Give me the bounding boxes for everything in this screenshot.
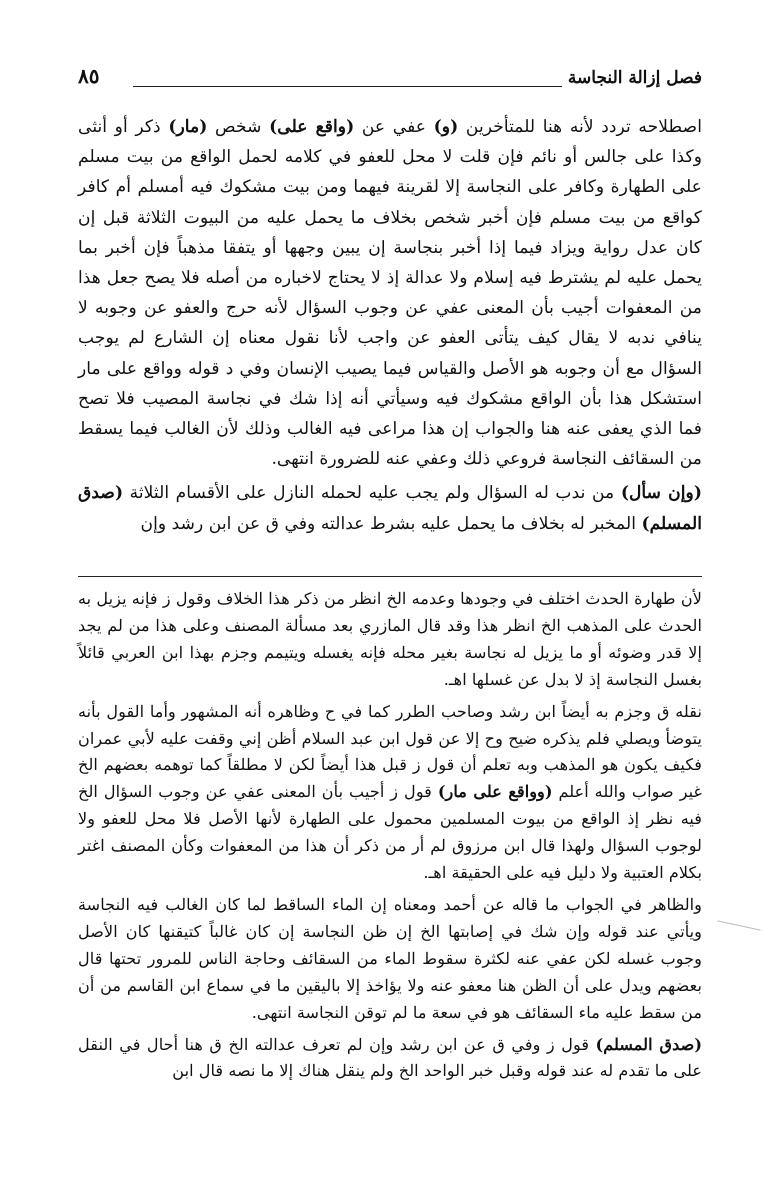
text-run: المخبر له بخلاف ما يحمل عليه بشرط عدالته وفي ق عن ابن رشد وإن [140,513,642,534]
text-run: قول ز أجيب بأن المعنى عفي عن وجوب السؤال الخ فيه نظر إذ الواقع من بيوت المسلمين محمول على الطهارة لأنها الأصل فلا محل للعفو ولا لوجوب السؤال ولهذا قال ابن مرزوق لم أر من ذكر أن هذا من المعفوات وكأن المصنف اغتر بكلام العتبية ولا دليل فيه على الحقيقة اهـ. [78,782,702,883]
note-paragraph: والظاهر في الجواب ما قاله عن أحمد ومعناه إن الماء الساقط لما كان الغالب فيه النجاسة ويأتي عند قوله وإن شك في إصابتها الخ إن ظن النجاسة إن كان غالباً كتيقنها كان الأصل وجوب غسله لكن عفي عنه لكثرة سقوط الماء من السقائف وحاجة الناس للمرور تحتها قال بعضهم ويدل على أن الظن هنا معفو عنه ولا يؤاخذ إلا باليقين ما في سماع ابن القاسم من أن من سقط عليه ماء السقائف هو في سعة ما لم توقن النجاسة انتهى. [78,894,702,1022]
running-header [78,62,702,98]
matn-term: (مار) [168,117,208,137]
matn-term: (صدق المسلم) [78,483,702,534]
text-run: من ندب له السؤال ولم يجب عليه لحمله النازل على الأقسام الثلاثة [123,483,621,504]
matn-term: (صدق المسلم) [595,1034,702,1054]
note-paragraph [78,699,702,887]
text-run: شخص [207,117,270,137]
main-paragraph [78,112,702,474]
footnote-separator [78,576,702,577]
header-rule [133,86,562,87]
matn-term: (واقع على) [269,117,355,137]
text-run: ذكر أو أنثى وكذا على جالس أو نائم فإن قلت لا محل للعفو في كلامه لحمل الواقع من بيت مسلم على الطهارة وكافر على النجاسة إلا لقرينة فيهما ومن بيت مشكوك فيه أمسلم أم كافر كواقع من بيت مسلم فإن أخبر شخص بخلاف ما يحمل عليه من البيوت الثلاثة قبل إن كان عدل رواية ويزاد فيما إذا أخبر بنجاسة إن يبين وجهها أو يتفقا مذهباً فإن أخبر بما يحمل عليه لم يشترط فيه إسلام ولا عدالة إذ لا يحتاج لاخباره من أصله فلا يصح جعل هذا من المعفوات أجيب بأن المعنى عفي عن وجوب السؤال لأنه حرج والعفو عن وجوبه لا ينافي ندبه لا يقال كيف يتأتى العفو عن واجب لأنا نقول معناه إن الشارع لم يوجب السؤال مع أن وجوبه هو الأصل والقياس فيما يصيب الإنسان وفي د قوله وواقع على مار استشكل هذا بأن الواقع مشكوك فيه وسيأتي أنه إذا شك في نجاسة المصيب فلا تصح فما الذي يعفى عنه هنا والجواب إن هذا مراعى فيه الغالب وذلك لأن الغالب فيما يسقط من السقائف النجاسة فروعي ذلك وعفي عنه للضرورة انتهى. [78,117,702,470]
matn-term: (و) [433,117,459,137]
main-text [78,112,702,539]
main-paragraph [78,478,702,538]
matn-term: (وواقع على مار) [437,782,553,802]
chapter-title: فصل إزالة النجاسة [567,68,702,88]
text-run: اصطلاحه تردد لأنه هنا للمتأخرين [458,117,702,137]
page-number: ٨٥ [78,64,100,88]
note-paragraph: لأن طهارة الحدث اختلف في وجودها وعدمه الخ انظر من ذكر هذا الخلاف وقول ز فإنه يزيل به الحدث على المذهب الخ انظر هذا وقد قال المازري بعد مسألة المصنف وعلى هذا من لم يجد إلا قدر وضوئه أو ما يزيل له نجاسة بغير محله فإنه يغسله ويتيمم وجزم بهذا ابن العربي قائلاً بغسل النجاسة إذ لا بدل عن غسلها اهـ. [78,589,702,689]
footnote-text [78,586,702,1085]
text-run: قول ز وفي ق عن ابن رشد وإن لم تعرف عدالته الخ ق هنا أحال في النقل على ما تقدم له عند قوله وقبل خبر الواحد الخ ولم ينقل هناك إلا ما نصه قال ابن [78,1034,702,1081]
text-run: نقله ق وجزم به أيضاً ابن رشد وصاحب الطرر كما في ح وظاهره أنه المشهور وأما القول بأنه يتوضأ ويصلي فلم يذكره ضيح وح إلا عن قول ابن عبد السلام أظن إني وقفت عليه لأبي عمران فكيف يكون هو المذهب وبه تعلم أن قول ز قبل هذا أيضاً لكن لا مطلقاً كما توهمه بعضهم الخ غير صواب والله أعلم [78,701,702,802]
scan-edge-mark [717,920,760,930]
text-run: عفي عن [354,117,434,137]
note-paragraph [78,1032,702,1086]
matn-term: (وإن سأل) [620,483,702,504]
